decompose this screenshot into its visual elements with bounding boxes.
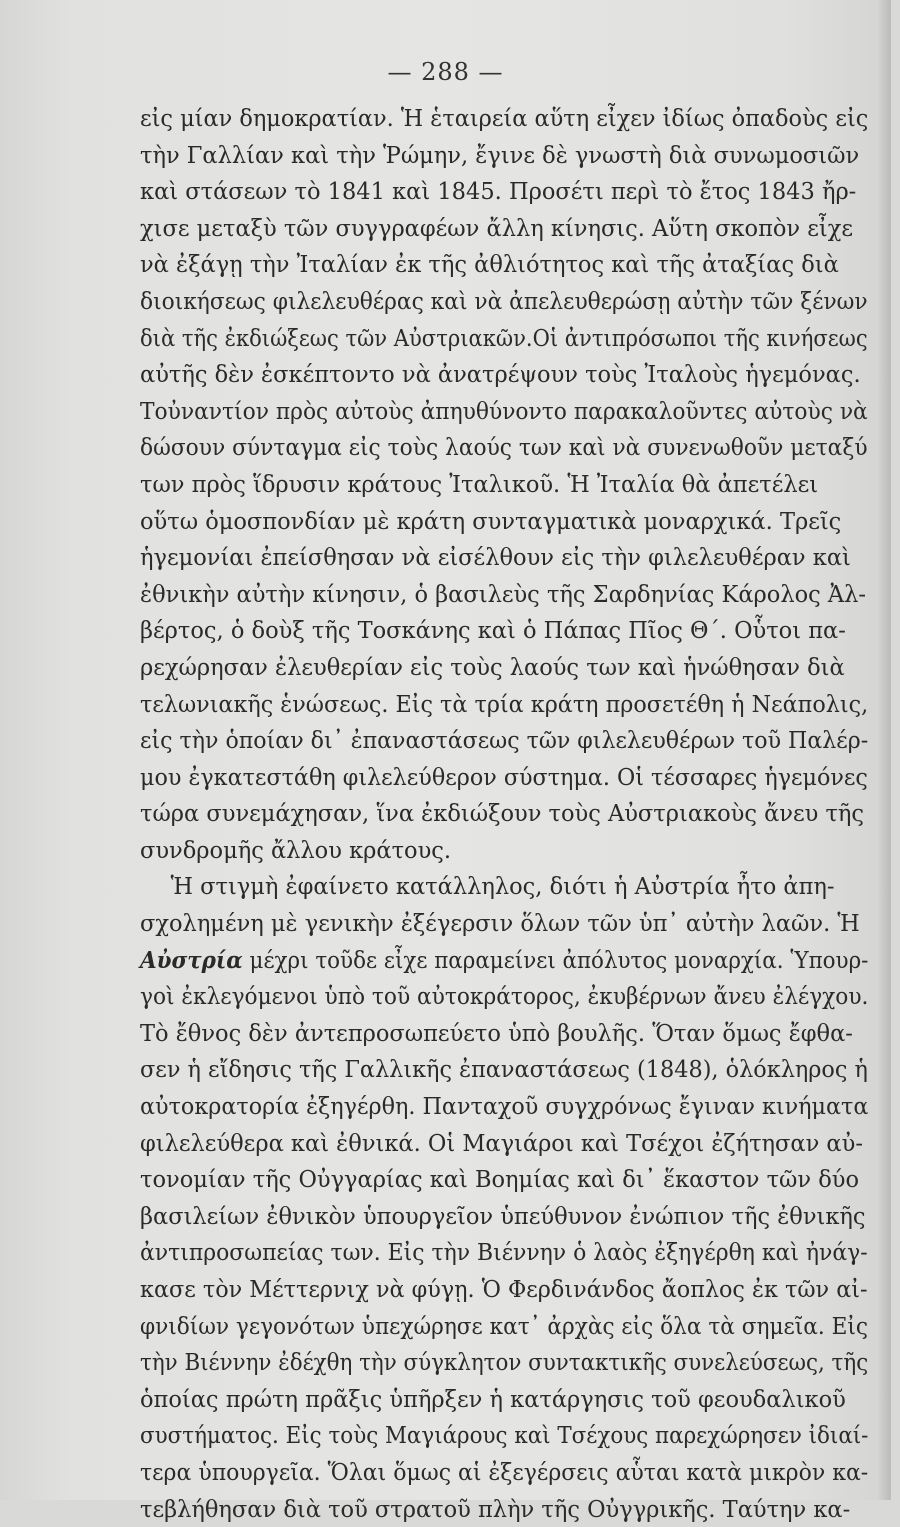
text-line: αὐτοκρατορία ἐξηγέρθη. Πανταχοῦ συγχρόνως ἔγιναν κινήματα xyxy=(140,1092,869,1121)
text-line: ἡγεμονίαι ἐπείσθησαν νὰ εἰσέλθουν εἰς τὴν φιλελευθέραν καὶ xyxy=(140,543,851,572)
text-line: τεβλήθησαν διὰ τοῦ στρατοῦ πλὴν τῆς Οὐγγρικῆς. Ταύτην κα- xyxy=(140,1494,851,1523)
text-line: οὕτω ὁμοσπονδίαν μὲ κράτη συνταγματικὰ μοναρχικά. Τρεῖς xyxy=(140,506,842,535)
text-line: φνιδίων γεγονότων ὑπεχώρησε κατ᾽ ἀρχὰς εἰς ὅλα τὰ σημεῖα. Εἰς xyxy=(140,1311,868,1340)
text-line: ρεχώρησαν ἐλευθερίαν εἰς τοὺς λαούς των καὶ ἡνώθησαν διὰ xyxy=(140,652,845,681)
text-line: εἰς μίαν δημοκρατίαν. Ἡ ἑταιρεία αὕτη εἶχεν ἰδίως ὀπαδοὺς εἰς xyxy=(140,104,869,132)
text-line: συστήματος. Εἰς τοὺς Μαγιάρους καὶ Τσέχους παρεχώρησεν ἰδιαί- xyxy=(140,1421,869,1450)
text-line: τονομίαν τῆς Οὐγγαρίας καὶ Βοημίας καὶ δι᾽ ἕκαστον τῶν δύο xyxy=(140,1165,860,1194)
text-line: ἀντιπροσωπείας των. Εἰς τὴν Βιέννην ὁ λαὸς ἐξηγέρθη καὶ ἠνάγ- xyxy=(140,1238,868,1267)
text-line: κασε τὸν Μέττερνιχ νὰ φύγῃ. Ὁ Φερδινάνδος ἄοπλος ἐκ τῶν αἰ- xyxy=(140,1275,868,1303)
page-edge-shadow xyxy=(877,0,891,1500)
text-line: Ἡ στιγμὴ ἐφαίνετο κατάλληλος, διότι ἡ Αὐστρία ἦτο ἀπη- xyxy=(170,872,835,901)
text-line: φιλελεύθερα καὶ ἐθνικά. Οἱ Μαγιάροι καὶ Τσέχοι ἐζήτησαν αὐ- xyxy=(140,1128,863,1157)
text-line: χισε μεταξὺ τῶν συγγραφέων ἄλλη κίνησις. Αὕτη σκοπὸν εἶχε xyxy=(140,213,854,242)
text-line: τὴν Γαλλίαν καὶ τὴν Ῥώμην, ἔγινε δὲ γνωστὴ διὰ συνωμοσιῶν xyxy=(140,140,860,169)
text-line: Τὸ ἔθνος δὲν ἀντεπροσωπεύετο ὑπὸ βουλῆς. Ὅταν ὅμως ἔφθα- xyxy=(140,1018,853,1047)
text-line: Αὐστρία μέχρι τοῦδε εἶχε παραμείνει ἀπόλυτος μοναρχία. Ὑπουρ- xyxy=(140,945,869,974)
text-line: μου ἐγκατεστάθη φιλελεύθερον σύστημα. Οἱ τέσσαρες ἡγεμόνες xyxy=(140,762,868,791)
text-line: βασιλείων ἐθνικὸν ὑπουργεῖον ὑπεύθυνον ἐνώπιον τῆς ἐθνικῆς xyxy=(140,1201,866,1230)
text-line: τερα ὑπουργεῖα. Ὅλαι ὅμως αἱ ἐξεγέρσεις αὗται κατὰ μικρὸν κα- xyxy=(140,1457,869,1486)
text-line: εἰς τὴν ὁποίαν δι᾽ ἐπαναστάσεως τῶν φιλελευθέρων τοῦ Παλέρ- xyxy=(140,726,869,755)
text-line: ὁποίας πρώτη πρᾶξις ὑπῆρξεν ἡ κατάργησις τοῦ φεουδαλικοῦ xyxy=(140,1384,846,1413)
text-line: τώρα συνεμάχησαν, ἵνα ἐκδιώξουν τοὺς Αὐστριακοὺς ἄνευ τῆς xyxy=(140,799,865,828)
text-line: τελωνιακῆς ἑνώσεως. Εἰς τὰ τρία κράτη προσετέθη ἡ Νεάπολις, xyxy=(140,689,869,718)
text-line: καὶ στάσεων τὸ 1841 καὶ 1845. Προσέτι περὶ τὸ ἔτος 1843 ἤρ- xyxy=(140,177,857,206)
emphasized-word: Αὐστρία xyxy=(140,945,243,974)
text-line: σεν ἡ εἴδησις τῆς Γαλλικῆς ἐπαναστάσεως (1848), ὁλόκληρος ἡ xyxy=(140,1055,868,1084)
text-line: Τοὐναντίον πρὸς αὐτοὺς ἀπηυθύνοντο παρακαλοῦντες αὐτοὺς νὰ xyxy=(140,396,868,425)
text-line: τὴν Βιέννην ἐδέχθη τὴν σύγκλητον συντακτικῆς συνελεύσεως, τῆς xyxy=(140,1348,869,1377)
text-line: αὐτῆς δὲν ἐσκέπτοντο νὰ ἀνατρέψουν τοὺς Ἰταλοὺς ἡγεμόνας. xyxy=(140,360,861,389)
text-line: ἐθνικὴν αὐτὴν κίνησιν, ὁ βασιλεὺς τῆς Σαρδηνίας Κάρολος Ἀλ- xyxy=(140,579,867,608)
page-number: — 288 — xyxy=(387,58,504,86)
text-line: συνδρομῆς ἄλλου κράτους. xyxy=(140,835,452,864)
text-line: γοὶ ἐκλεγόμενοι ὑπὸ τοῦ αὐτοκράτορος, ἐκυβέρνων ἄνευ ἐλέγχου. xyxy=(140,982,869,1011)
text-line: διοικήσεως φιλελευθέρας καὶ νὰ ἀπελευθερώσῃ αὐτὴν τῶν ξένων xyxy=(140,286,868,315)
text-line: βέρτος, ὁ δοὺξ τῆς Τοσκάνης καὶ ὁ Πάπας Πῖος Θ΄. Οὗτοι πα- xyxy=(140,616,846,645)
text-line: σχολημένη μὲ γενικὴν ἐξέγερσιν ὅλων τῶν ὑπ᾽ αὐτὴν λαῶν. Ἡ xyxy=(140,909,860,938)
body-text xyxy=(140,100,900,1527)
text-line: διὰ τῆς ἐκδιώξεως τῶν Αὐστριακῶν.Οἱ ἀντιπρόσωποι τῆς κινήσεως xyxy=(140,323,868,352)
text-line: των πρὸς ἵδρυσιν κράτους Ἰταλικοῦ. Ἡ Ἰταλία θὰ ἀπετέλει xyxy=(140,469,819,498)
text-line: νὰ ἐξάγῃ τὴν Ἰταλίαν ἐκ τῆς ἀθλιότητος καὶ τῆς ἀταξίας διὰ xyxy=(140,250,839,279)
text-line: δώσουν σύνταγμα εἰς τοὺς λαούς των καὶ νὰ συνενωθοῦν μεταξύ xyxy=(140,433,868,462)
